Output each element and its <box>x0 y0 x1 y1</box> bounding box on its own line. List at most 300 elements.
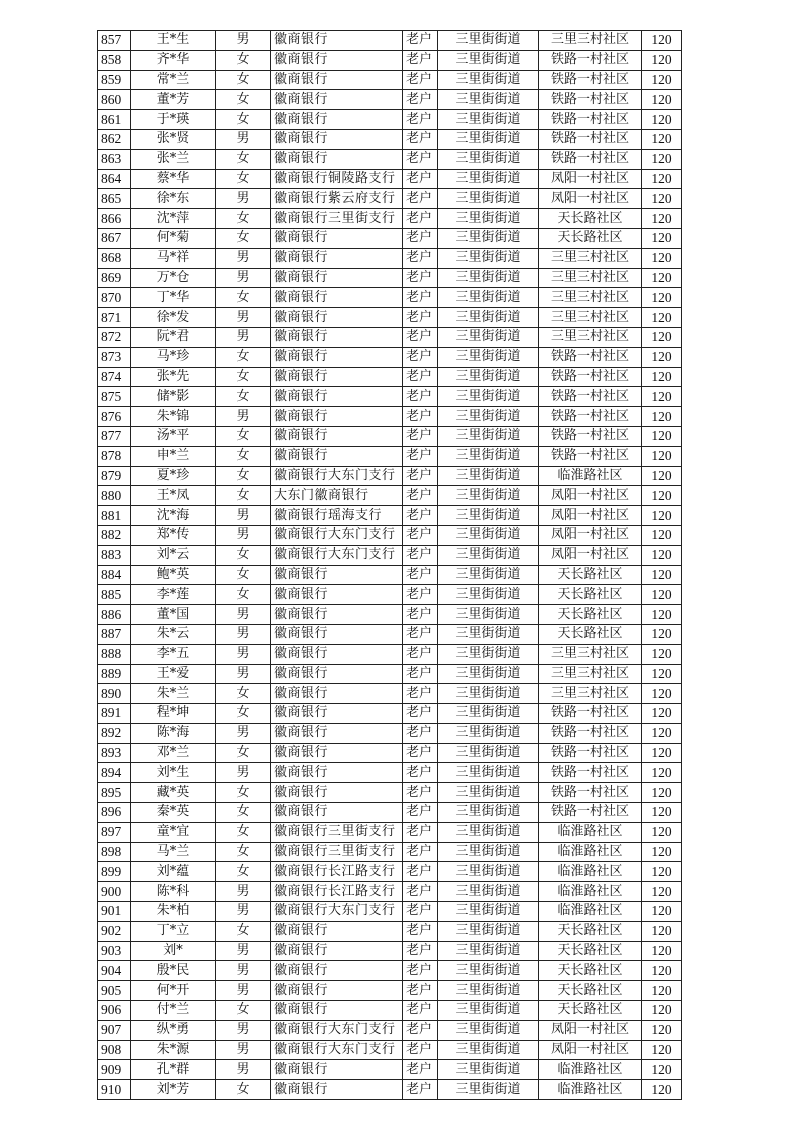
bank-name-cell: 徽商银行 <box>271 50 403 70</box>
row-number-cell: 877 <box>98 426 131 446</box>
community-name-cell: 天长路社区 <box>539 585 642 605</box>
community-name-cell: 三里三村社区 <box>539 268 642 288</box>
row-number-cell: 894 <box>98 763 131 783</box>
street-name-cell: 三里街街道 <box>438 1080 539 1100</box>
person-name-cell: 刘*芳 <box>131 1080 216 1100</box>
row-number-cell: 889 <box>98 664 131 684</box>
street-name-cell: 三里街街道 <box>438 862 539 882</box>
household-type-cell: 老户 <box>403 308 438 328</box>
gender-cell: 女 <box>216 1080 271 1100</box>
bank-name-cell: 徽商银行 <box>271 624 403 644</box>
row-number-cell: 903 <box>98 941 131 961</box>
person-name-cell: 朱*兰 <box>131 684 216 704</box>
gender-cell: 男 <box>216 981 271 1001</box>
community-name-cell: 天长路社区 <box>539 981 642 1001</box>
row-number-cell: 910 <box>98 1080 131 1100</box>
table-row <box>98 1060 682 1080</box>
row-number-cell: 885 <box>98 585 131 605</box>
street-name-cell: 三里街街道 <box>438 70 539 90</box>
gender-cell: 男 <box>216 763 271 783</box>
person-name-cell: 藏*英 <box>131 783 216 803</box>
row-number-cell: 876 <box>98 407 131 427</box>
table-row <box>98 347 682 367</box>
table-row <box>98 31 682 51</box>
community-name-cell: 铁路一村社区 <box>539 446 642 466</box>
bank-name-cell: 徽商银行 <box>271 1080 403 1100</box>
gender-cell: 男 <box>216 189 271 209</box>
gender-cell: 女 <box>216 921 271 941</box>
person-name-cell: 李*莲 <box>131 585 216 605</box>
community-name-cell: 三里三村社区 <box>539 644 642 664</box>
row-number-cell: 892 <box>98 723 131 743</box>
bank-name-cell: 徽商银行 <box>271 426 403 446</box>
person-name-cell: 丁*立 <box>131 921 216 941</box>
gender-cell: 女 <box>216 486 271 506</box>
street-name-cell: 三里街街道 <box>438 209 539 229</box>
table-row <box>98 228 682 248</box>
street-name-cell: 三里街街道 <box>438 228 539 248</box>
amount-cell: 120 <box>642 981 682 1001</box>
community-name-cell: 天长路社区 <box>539 209 642 229</box>
table-row <box>98 803 682 823</box>
row-number-cell: 895 <box>98 783 131 803</box>
gender-cell: 女 <box>216 70 271 90</box>
table-row <box>98 842 682 862</box>
household-type-cell: 老户 <box>403 70 438 90</box>
amount-cell: 120 <box>642 426 682 446</box>
amount-cell: 120 <box>642 387 682 407</box>
person-name-cell: 秦*英 <box>131 803 216 823</box>
gender-cell: 男 <box>216 961 271 981</box>
community-name-cell: 铁路一村社区 <box>539 367 642 387</box>
community-name-cell: 天长路社区 <box>539 941 642 961</box>
gender-cell: 女 <box>216 842 271 862</box>
household-type-cell: 老户 <box>403 961 438 981</box>
household-type-cell: 老户 <box>403 1060 438 1080</box>
bank-name-cell: 徽商银行 <box>271 288 403 308</box>
amount-cell: 120 <box>642 31 682 51</box>
gender-cell: 女 <box>216 862 271 882</box>
person-name-cell: 徐*发 <box>131 308 216 328</box>
row-number-cell: 868 <box>98 248 131 268</box>
street-name-cell: 三里街街道 <box>438 763 539 783</box>
street-name-cell: 三里街街道 <box>438 248 539 268</box>
table-row <box>98 189 682 209</box>
bank-name-cell: 徽商银行三里街支行 <box>271 842 403 862</box>
bank-name-cell: 徽商银行 <box>271 90 403 110</box>
community-name-cell: 铁路一村社区 <box>539 704 642 724</box>
table-row <box>98 209 682 229</box>
bank-name-cell: 徽商银行 <box>271 407 403 427</box>
amount-cell: 120 <box>642 110 682 130</box>
table-row <box>98 268 682 288</box>
row-number-cell: 888 <box>98 644 131 664</box>
household-type-cell: 老户 <box>403 981 438 1001</box>
person-name-cell: 刘* <box>131 941 216 961</box>
community-name-cell: 临淮路社区 <box>539 466 642 486</box>
household-type-cell: 老户 <box>403 1001 438 1021</box>
household-type-cell: 老户 <box>403 50 438 70</box>
community-name-cell: 三里三村社区 <box>539 308 642 328</box>
amount-cell: 120 <box>642 248 682 268</box>
household-type-cell: 老户 <box>403 129 438 149</box>
bank-name-cell: 徽商银行 <box>271 327 403 347</box>
community-name-cell: 临淮路社区 <box>539 1080 642 1100</box>
household-type-cell: 老户 <box>403 882 438 902</box>
person-name-cell: 丁*华 <box>131 288 216 308</box>
person-name-cell: 王*凤 <box>131 486 216 506</box>
street-name-cell: 三里街街道 <box>438 664 539 684</box>
gender-cell: 女 <box>216 466 271 486</box>
street-name-cell: 三里街街道 <box>438 743 539 763</box>
street-name-cell: 三里街街道 <box>438 525 539 545</box>
bank-name-cell: 徽商银行 <box>271 110 403 130</box>
row-number-cell: 890 <box>98 684 131 704</box>
street-name-cell: 三里街街道 <box>438 961 539 981</box>
gender-cell: 男 <box>216 605 271 625</box>
row-number-cell: 858 <box>98 50 131 70</box>
street-name-cell: 三里街街道 <box>438 1001 539 1021</box>
person-name-cell: 徐*东 <box>131 189 216 209</box>
person-name-cell: 万*仓 <box>131 268 216 288</box>
person-name-cell: 常*兰 <box>131 70 216 90</box>
row-number-cell: 869 <box>98 268 131 288</box>
row-number-cell: 857 <box>98 31 131 51</box>
bank-name-cell: 徽商银行 <box>271 129 403 149</box>
row-number-cell: 902 <box>98 921 131 941</box>
community-name-cell: 三里三村社区 <box>539 684 642 704</box>
bank-name-cell: 徽商银行大东门支行 <box>271 1040 403 1060</box>
community-name-cell: 天长路社区 <box>539 961 642 981</box>
street-name-cell: 三里街街道 <box>438 50 539 70</box>
gender-cell: 女 <box>216 684 271 704</box>
street-name-cell: 三里街街道 <box>438 1060 539 1080</box>
amount-cell: 120 <box>642 585 682 605</box>
household-type-cell: 老户 <box>403 664 438 684</box>
amount-cell: 120 <box>642 525 682 545</box>
person-name-cell: 汤*平 <box>131 426 216 446</box>
community-name-cell: 铁路一村社区 <box>539 783 642 803</box>
gender-cell: 男 <box>216 902 271 922</box>
community-name-cell: 铁路一村社区 <box>539 110 642 130</box>
gender-cell: 男 <box>216 308 271 328</box>
gender-cell: 女 <box>216 110 271 130</box>
community-name-cell: 铁路一村社区 <box>539 129 642 149</box>
bank-name-cell: 徽商银行长江路支行 <box>271 862 403 882</box>
row-number-cell: 908 <box>98 1040 131 1060</box>
table-row <box>98 110 682 130</box>
household-type-cell: 老户 <box>403 110 438 130</box>
bank-name-cell: 徽商银行 <box>271 684 403 704</box>
person-name-cell: 齐*华 <box>131 50 216 70</box>
person-name-cell: 郑*传 <box>131 525 216 545</box>
gender-cell: 男 <box>216 624 271 644</box>
row-number-cell: 909 <box>98 1060 131 1080</box>
bank-name-cell: 徽商银行 <box>271 664 403 684</box>
bank-name-cell: 徽商银行 <box>271 644 403 664</box>
street-name-cell: 三里街街道 <box>438 842 539 862</box>
bank-name-cell: 徽商银行 <box>271 723 403 743</box>
bank-name-cell: 徽商银行 <box>271 347 403 367</box>
bank-name-cell: 徽商银行 <box>271 308 403 328</box>
bank-name-cell: 徽商银行 <box>271 961 403 981</box>
row-number-cell: 879 <box>98 466 131 486</box>
table-row <box>98 407 682 427</box>
amount-cell: 120 <box>642 209 682 229</box>
gender-cell: 女 <box>216 209 271 229</box>
community-name-cell: 天长路社区 <box>539 921 642 941</box>
community-name-cell: 临淮路社区 <box>539 842 642 862</box>
row-number-cell: 887 <box>98 624 131 644</box>
bank-name-cell: 徽商银行 <box>271 704 403 724</box>
amount-cell: 120 <box>642 704 682 724</box>
household-type-cell: 老户 <box>403 763 438 783</box>
household-type-cell: 老户 <box>403 842 438 862</box>
community-name-cell: 三里三村社区 <box>539 248 642 268</box>
person-name-cell: 陈*科 <box>131 882 216 902</box>
amount-cell: 120 <box>642 803 682 823</box>
household-type-cell: 老户 <box>403 525 438 545</box>
household-type-cell: 老户 <box>403 921 438 941</box>
amount-cell: 120 <box>642 50 682 70</box>
street-name-cell: 三里街街道 <box>438 169 539 189</box>
row-number-cell: 874 <box>98 367 131 387</box>
row-number-cell: 900 <box>98 882 131 902</box>
row-number-cell: 873 <box>98 347 131 367</box>
person-name-cell: 蔡*华 <box>131 169 216 189</box>
amount-cell: 120 <box>642 882 682 902</box>
street-name-cell: 三里街街道 <box>438 90 539 110</box>
gender-cell: 女 <box>216 367 271 387</box>
bank-name-cell: 徽商银行 <box>271 803 403 823</box>
table-row <box>98 822 682 842</box>
gender-cell: 男 <box>216 664 271 684</box>
bank-name-cell: 徽商银行瑶海支行 <box>271 506 403 526</box>
table-row <box>98 981 682 1001</box>
amount-cell: 120 <box>642 565 682 585</box>
community-name-cell: 铁路一村社区 <box>539 90 642 110</box>
person-name-cell: 刘*云 <box>131 545 216 565</box>
person-name-cell: 殷*民 <box>131 961 216 981</box>
gender-cell: 男 <box>216 723 271 743</box>
row-number-cell: 881 <box>98 506 131 526</box>
household-type-cell: 老户 <box>403 545 438 565</box>
household-type-cell: 老户 <box>403 189 438 209</box>
street-name-cell: 三里街街道 <box>438 288 539 308</box>
household-type-cell: 老户 <box>403 1040 438 1060</box>
gender-cell: 女 <box>216 446 271 466</box>
table-row <box>98 961 682 981</box>
table-row <box>98 783 682 803</box>
street-name-cell: 三里街街道 <box>438 129 539 149</box>
person-name-cell: 王*生 <box>131 31 216 51</box>
bank-name-cell: 徽商银行 <box>271 1060 403 1080</box>
community-name-cell: 三里三村社区 <box>539 288 642 308</box>
community-name-cell: 铁路一村社区 <box>539 803 642 823</box>
table-row <box>98 426 682 446</box>
table-row <box>98 862 682 882</box>
street-name-cell: 三里街街道 <box>438 585 539 605</box>
amount-cell: 120 <box>642 902 682 922</box>
community-name-cell: 天长路社区 <box>539 565 642 585</box>
amount-cell: 120 <box>642 367 682 387</box>
street-name-cell: 三里街街道 <box>438 941 539 961</box>
row-number-cell: 907 <box>98 1020 131 1040</box>
amount-cell: 120 <box>642 605 682 625</box>
amount-cell: 120 <box>642 1020 682 1040</box>
community-name-cell: 铁路一村社区 <box>539 763 642 783</box>
table-row <box>98 308 682 328</box>
person-name-cell: 王*爱 <box>131 664 216 684</box>
bank-name-cell: 徽商银行大东门支行 <box>271 545 403 565</box>
community-name-cell: 三里三村社区 <box>539 664 642 684</box>
community-name-cell: 临淮路社区 <box>539 822 642 842</box>
bank-name-cell: 徽商银行紫云府支行 <box>271 189 403 209</box>
gender-cell: 女 <box>216 1001 271 1021</box>
household-type-cell: 老户 <box>403 268 438 288</box>
street-name-cell: 三里街街道 <box>438 803 539 823</box>
amount-cell: 120 <box>642 822 682 842</box>
community-name-cell: 铁路一村社区 <box>539 70 642 90</box>
table-row <box>98 1080 682 1100</box>
bank-name-cell: 徽商银行 <box>271 367 403 387</box>
gender-cell: 男 <box>216 407 271 427</box>
bank-name-cell: 徽商银行三里街支行 <box>271 209 403 229</box>
street-name-cell: 三里街街道 <box>438 783 539 803</box>
street-name-cell: 三里街街道 <box>438 308 539 328</box>
row-number-cell: 859 <box>98 70 131 90</box>
person-name-cell: 申*兰 <box>131 446 216 466</box>
gender-cell: 女 <box>216 585 271 605</box>
person-name-cell: 阮*君 <box>131 327 216 347</box>
amount-cell: 120 <box>642 268 682 288</box>
street-name-cell: 三里街街道 <box>438 902 539 922</box>
street-name-cell: 三里街街道 <box>438 110 539 130</box>
household-type-cell: 老户 <box>403 723 438 743</box>
community-name-cell: 三里三村社区 <box>539 327 642 347</box>
household-type-cell: 老户 <box>403 347 438 367</box>
household-type-cell: 老户 <box>403 605 438 625</box>
street-name-cell: 三里街街道 <box>438 565 539 585</box>
street-name-cell: 三里街街道 <box>438 624 539 644</box>
table-row <box>98 486 682 506</box>
household-type-cell: 老户 <box>403 783 438 803</box>
gender-cell: 女 <box>216 347 271 367</box>
table-row <box>98 327 682 347</box>
gender-cell: 女 <box>216 822 271 842</box>
table-row <box>98 466 682 486</box>
person-name-cell: 邓*兰 <box>131 743 216 763</box>
bank-name-cell: 徽商银行铜陵路支行 <box>271 169 403 189</box>
row-number-cell: 883 <box>98 545 131 565</box>
table-row <box>98 585 682 605</box>
amount-cell: 120 <box>642 723 682 743</box>
bank-name-cell: 徽商银行 <box>271 743 403 763</box>
household-type-cell: 老户 <box>403 31 438 51</box>
row-number-cell: 897 <box>98 822 131 842</box>
person-name-cell: 沈*萍 <box>131 209 216 229</box>
household-type-cell: 老户 <box>403 684 438 704</box>
community-name-cell: 铁路一村社区 <box>539 723 642 743</box>
table-row <box>98 1020 682 1040</box>
person-name-cell: 董*国 <box>131 605 216 625</box>
bank-name-cell: 徽商银行三里街支行 <box>271 822 403 842</box>
amount-cell: 120 <box>642 149 682 169</box>
person-name-cell: 程*坤 <box>131 704 216 724</box>
street-name-cell: 三里街街道 <box>438 426 539 446</box>
amount-cell: 120 <box>642 446 682 466</box>
bank-name-cell: 徽商银行大东门支行 <box>271 1020 403 1040</box>
person-name-cell: 童*宜 <box>131 822 216 842</box>
community-name-cell: 凤阳一村社区 <box>539 169 642 189</box>
household-type-cell: 老户 <box>403 149 438 169</box>
gender-cell: 男 <box>216 506 271 526</box>
bank-name-cell: 徽商银行 <box>271 763 403 783</box>
amount-cell: 120 <box>642 466 682 486</box>
table-row <box>98 624 682 644</box>
person-name-cell: 陈*海 <box>131 723 216 743</box>
household-type-cell: 老户 <box>403 248 438 268</box>
person-name-cell: 马*兰 <box>131 842 216 862</box>
street-name-cell: 三里街街道 <box>438 882 539 902</box>
bank-name-cell: 徽商银行大东门支行 <box>271 466 403 486</box>
person-name-cell: 张*贤 <box>131 129 216 149</box>
community-name-cell: 天长路社区 <box>539 624 642 644</box>
household-type-cell: 老户 <box>403 822 438 842</box>
street-name-cell: 三里街街道 <box>438 545 539 565</box>
street-name-cell: 三里街街道 <box>438 1020 539 1040</box>
person-name-cell: 张*先 <box>131 367 216 387</box>
household-type-cell: 老户 <box>403 367 438 387</box>
gender-cell: 男 <box>216 129 271 149</box>
person-name-cell: 刘*蕴 <box>131 862 216 882</box>
street-name-cell: 三里街街道 <box>438 506 539 526</box>
table-row <box>98 565 682 585</box>
gender-cell: 男 <box>216 941 271 961</box>
community-name-cell: 凤阳一村社区 <box>539 506 642 526</box>
gender-cell: 女 <box>216 228 271 248</box>
household-type-cell: 老户 <box>403 704 438 724</box>
street-name-cell: 三里街街道 <box>438 921 539 941</box>
table-row <box>98 684 682 704</box>
bank-name-cell: 徽商银行 <box>271 605 403 625</box>
table-row <box>98 723 682 743</box>
amount-cell: 120 <box>642 624 682 644</box>
gender-cell: 女 <box>216 50 271 70</box>
street-name-cell: 三里街街道 <box>438 446 539 466</box>
community-name-cell: 铁路一村社区 <box>539 387 642 407</box>
community-name-cell: 铁路一村社区 <box>539 50 642 70</box>
gender-cell: 男 <box>216 644 271 664</box>
table-row <box>98 921 682 941</box>
person-name-cell: 朱*柏 <box>131 902 216 922</box>
row-number-cell: 898 <box>98 842 131 862</box>
amount-cell: 120 <box>642 763 682 783</box>
table-row <box>98 446 682 466</box>
person-name-cell: 纵*勇 <box>131 1020 216 1040</box>
community-name-cell: 凤阳一村社区 <box>539 545 642 565</box>
gender-cell: 女 <box>216 704 271 724</box>
amount-cell: 120 <box>642 1080 682 1100</box>
person-name-cell: 朱*云 <box>131 624 216 644</box>
street-name-cell: 三里街街道 <box>438 347 539 367</box>
amount-cell: 120 <box>642 70 682 90</box>
community-name-cell: 铁路一村社区 <box>539 149 642 169</box>
amount-cell: 120 <box>642 664 682 684</box>
household-type-cell: 老户 <box>403 446 438 466</box>
table-row <box>98 70 682 90</box>
household-type-cell: 老户 <box>403 862 438 882</box>
